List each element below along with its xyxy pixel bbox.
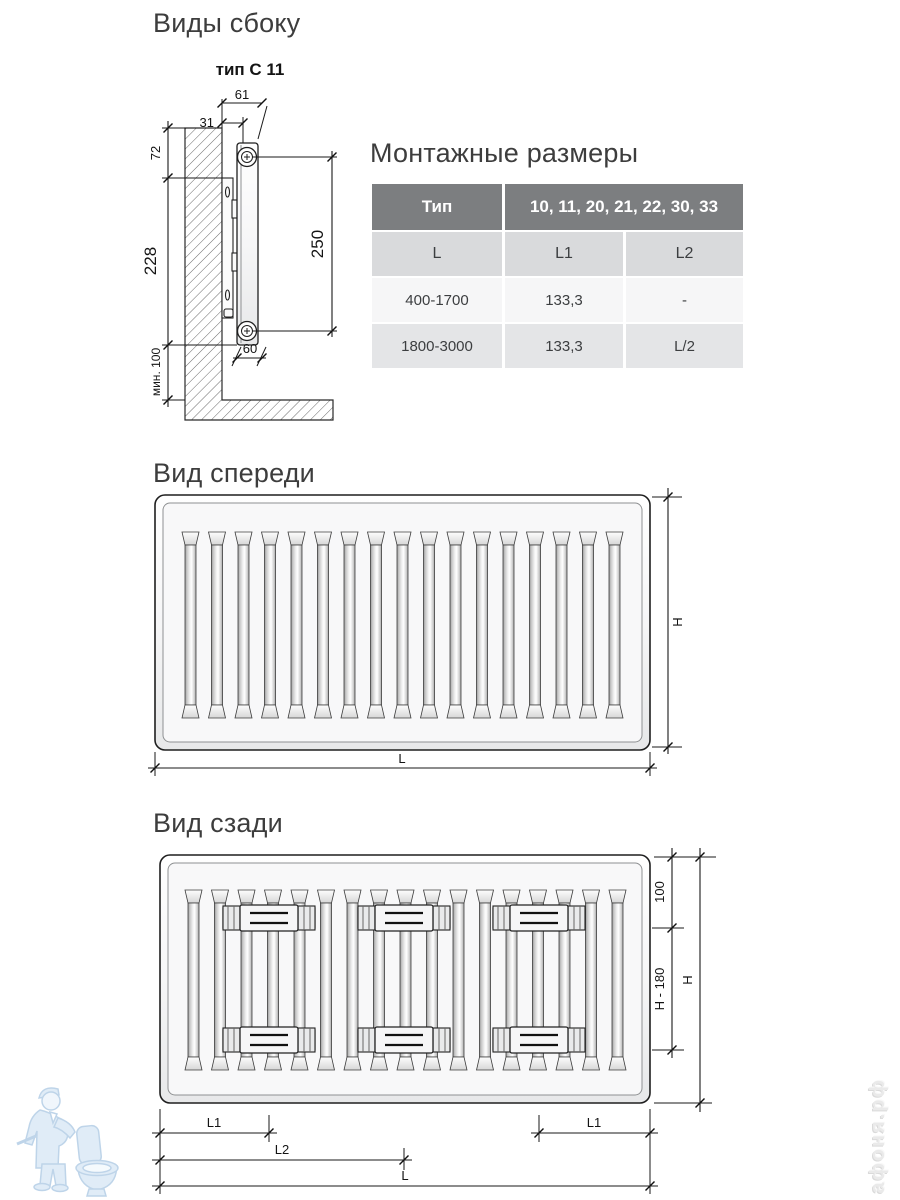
dim-front-height: H [670, 617, 685, 627]
dim-bracket-height: 228 [141, 246, 160, 276]
dim-floor-clearance: мин. 100 [149, 347, 163, 397]
toilet-lid [76, 1125, 102, 1165]
rear-view-drawing [140, 830, 740, 1200]
table-subheader-l2: L2 [626, 232, 743, 276]
table-cell: 400-1700 [372, 278, 502, 322]
mounting-bracket [223, 905, 315, 931]
dim-depth-total: 61 [234, 87, 250, 102]
table-cell: - [626, 278, 743, 322]
dim-rear-length: L [401, 1168, 409, 1183]
wall-floor-section [185, 128, 333, 420]
mounting-bracket [358, 905, 450, 931]
front-fins [182, 532, 623, 718]
side-views-title: Виды сбоку [153, 8, 301, 38]
table-cell: 133,3 [505, 324, 623, 368]
dim-rear-bracket-span: H - 180 [652, 967, 667, 1011]
dim-front-length: L [398, 751, 406, 766]
plumber-head [42, 1092, 60, 1110]
plumber-legs [40, 1164, 66, 1186]
mounting-bracket [493, 1027, 585, 1053]
dim-rear-height: H [680, 975, 695, 985]
type-c11-label: тип С 11 [215, 60, 285, 79]
dim-bottom-width: 60 [242, 341, 258, 356]
table-header-types: 10, 11, 20, 21, 22, 30, 33 [505, 184, 743, 230]
mounting-dimensions-table [372, 184, 743, 368]
mounting-bracket [493, 905, 585, 931]
rear-view-title: Вид сзади [153, 808, 283, 838]
front-view-drawing [140, 480, 720, 795]
site-watermark: афоня.рф [867, 1078, 889, 1194]
mounting-sizes-title: Монтажные размеры [370, 138, 639, 168]
toilet-base [87, 1189, 106, 1196]
front-view-title: Вид спереди [153, 458, 315, 488]
dim-rear-l2: L2 [274, 1142, 290, 1157]
table-header-type: Тип [372, 184, 502, 230]
dim-depth-bracket: 31 [199, 115, 214, 130]
table-subheader-l: L [372, 232, 502, 276]
table-cell: 1800-3000 [372, 324, 502, 368]
dim-rear-l1-left: L1 [206, 1115, 222, 1130]
table-subheader-l1: L1 [505, 232, 623, 276]
radiator-panel-side [237, 143, 258, 345]
plumber-logo-watermark [12, 1076, 140, 1198]
wall-bracket-side [222, 178, 238, 318]
mounting-bracket [223, 1027, 315, 1053]
side-view-drawing [140, 85, 375, 440]
dim-axis-spacing: 250 [308, 229, 327, 259]
table-cell: L/2 [626, 324, 743, 368]
dim-rear-l1-right: L1 [586, 1115, 602, 1130]
dim-rear-top-offset: 100 [652, 881, 667, 903]
mounting-bracket [358, 1027, 450, 1053]
dim-top-offset: 72 [148, 145, 163, 161]
table-cell: 133,3 [505, 278, 623, 322]
